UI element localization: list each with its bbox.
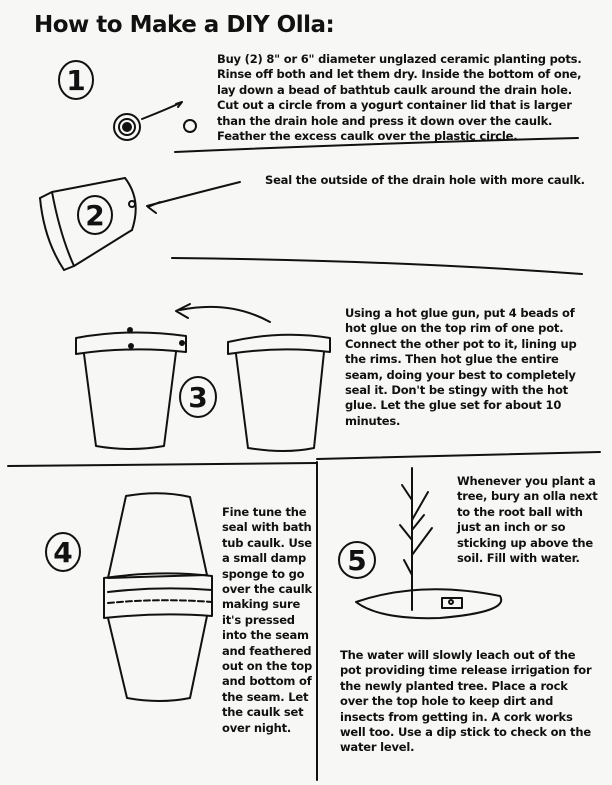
step-2-number: 2	[85, 198, 105, 232]
divider-2	[172, 258, 582, 274]
step-3-text: Using a hot glue gun, put 4 beads of hot glue on the top rim of one pot. Connect the other pot to it, lining up the rims. Then hot glue the entire seam, doing your best to completely seal it. Don't be stingy with the hot glue. Let the glue set for about 10 minutes.	[345, 306, 577, 428]
step-1-text: Buy (2) 8" or 6" diameter unglazed ceramic planting pots. Rinse off both and let them dry. Inside the bottom of one, lay down a bead of bathtub caulk around the drain hole. Cut out a circle from a yogurt container lid that is larger than the drain hole and press it down over the caulk. Feather the excess caulk over the plastic circle.	[217, 52, 582, 144]
step-5-number: 5	[347, 543, 367, 577]
step-5-text: Whenever you plant a tree, bury an olla next to the root ball with just an inch or so sticking up above the soil. Fill with water.	[457, 474, 598, 566]
page-title: How to Make a DIY Olla:	[34, 12, 335, 38]
step-2-text: Seal the outside of the drain hole with more caulk.	[265, 173, 585, 187]
stacked-pots-drawing	[104, 493, 212, 701]
step-4-number: 4	[53, 535, 73, 569]
divider-3	[8, 463, 316, 466]
step-4-text: Fine tune the seal with bath tub caulk. Use a small damp sponge to go over the caulk making sure it's pressed into the seam and feathered out on the top and bottom of the seam. Let the caulk set over night.	[222, 505, 312, 735]
pot-sideways-drawing	[40, 178, 240, 270]
step-5-text-continued: The water will slowly leach out of the pot providing time release irrigation for the newly planted tree. Place a rock over the top hole to keep dirt and insects from getting in. A cork works well too. Use a dip stick to check on the water level.	[340, 648, 592, 755]
step-1-number: 1	[66, 63, 86, 97]
divider-5	[317, 452, 600, 459]
pot-bottom-drawing	[114, 102, 196, 140]
step-3-number: 3	[188, 380, 208, 414]
